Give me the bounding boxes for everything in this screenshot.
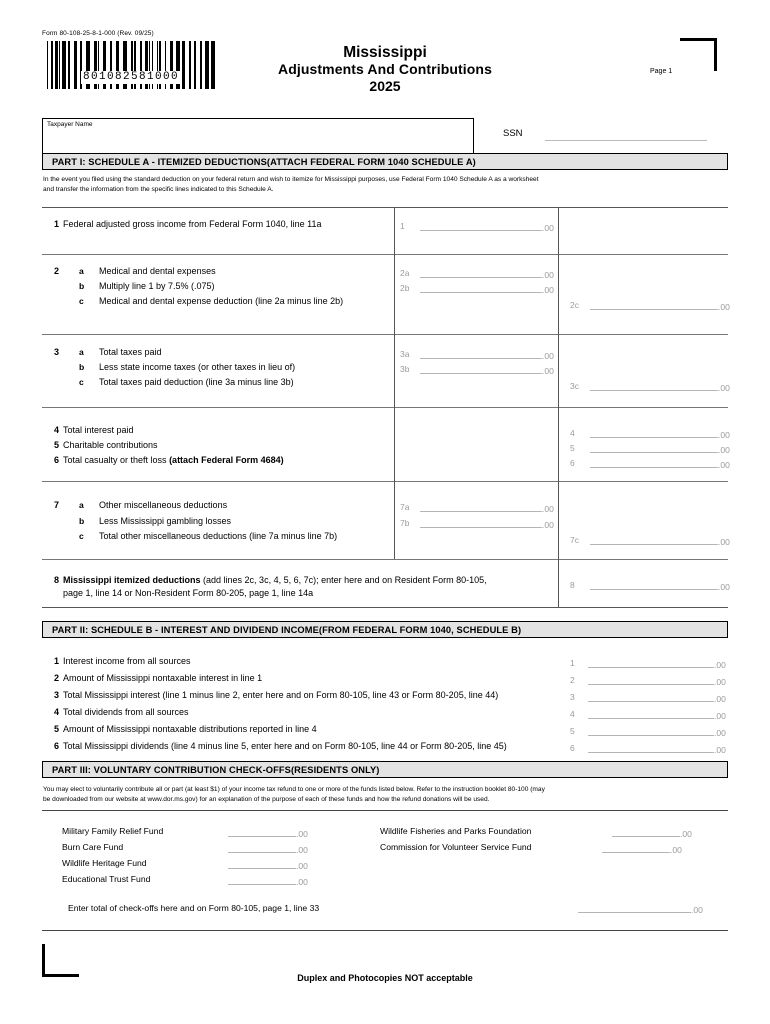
part1-instructions-line1: In the event you filed using the standard deduction on your federal return and wish to itemize for Mississippi purposes, use Federal Form 1040 Schedule A as a worksheet xyxy=(43,176,539,183)
amount-input-line[interactable] xyxy=(588,684,714,685)
part2-line-5-number: 5 xyxy=(54,724,60,734)
amount-input-line[interactable] xyxy=(590,390,718,391)
amount-field-1[interactable] xyxy=(570,658,726,670)
line-letter-a: a xyxy=(79,500,84,510)
part2-line-3-number: 3 xyxy=(54,690,60,700)
line-6-number: 6 xyxy=(54,455,60,465)
amount-input-line[interactable] xyxy=(602,852,670,853)
amount-input-line[interactable] xyxy=(588,718,714,719)
line-text: Multiply line 1 by 7.5% (.075) xyxy=(99,281,215,291)
amount-input-line[interactable] xyxy=(420,527,542,528)
barcode xyxy=(47,41,215,89)
part1-instructions-line2: and transfer the information from the specific lines indicated to this Schedule A. xyxy=(43,186,274,193)
cents-suffix: .00 xyxy=(714,694,726,704)
amount-field-6[interactable] xyxy=(570,458,730,470)
cents-suffix: .00 xyxy=(718,582,730,592)
amount-field-2c[interactable] xyxy=(570,300,730,312)
part2-line-text: Amount of Mississippi nontaxable interest in line 1 xyxy=(63,673,263,683)
fund-name: Wildlife Heritage Fund xyxy=(62,858,147,868)
line-6-attachment-note: (attach Federal Form 4684) xyxy=(169,455,284,465)
amount-field-number: 8 xyxy=(570,580,575,590)
part3-instructions-line2: be downloaded from our website at www.dor.ms.gov) for an explanation of the purpose of each of these funds and how the refund donations will be used. xyxy=(43,796,490,803)
line-letter-a: a xyxy=(79,347,84,357)
amount-field-6[interactable] xyxy=(570,743,726,755)
line-text: Total interest paid xyxy=(63,425,134,435)
ssn-input[interactable] xyxy=(545,140,707,141)
amount-field-4[interactable] xyxy=(570,709,726,721)
amount-field-2a[interactable] xyxy=(400,268,554,280)
cents-suffix: .00 xyxy=(718,460,730,470)
cents-suffix: .00 xyxy=(718,445,730,455)
line-8-text: Mississippi itemized deductions (add lines 2c, 3c, 4, 5, 6, 7c); enter here and on Resident Form 80-105, xyxy=(63,575,487,585)
amount-field-number: 5 xyxy=(570,443,575,453)
line-letter-b: b xyxy=(79,362,85,372)
cents-suffix: .00 xyxy=(542,504,554,514)
line-8-number: 8 xyxy=(54,575,60,585)
amount-input-line[interactable] xyxy=(420,358,542,359)
amount-field-5[interactable] xyxy=(570,443,730,455)
cents-suffix: .00 xyxy=(718,383,730,393)
amount-field-number: 2a xyxy=(400,268,410,278)
part2-line-4-number: 4 xyxy=(54,707,60,717)
amount-field-4[interactable] xyxy=(570,428,730,440)
barcode-number: 801082581000 xyxy=(83,71,180,83)
cents-suffix: .00 xyxy=(542,285,554,295)
amount-input-line[interactable] xyxy=(612,836,680,837)
amount-input-line[interactable] xyxy=(588,701,714,702)
fund-name: Wildlife Fisheries and Parks Foundation xyxy=(380,826,532,836)
amount-field-[interactable] xyxy=(612,827,702,838)
part3-header xyxy=(42,761,728,778)
line-text: Total casualty or theft loss (attach Federal Form 4684) xyxy=(63,455,284,465)
amount-field-7a[interactable] xyxy=(400,502,554,514)
amount-field-number: 6 xyxy=(570,743,575,753)
checkoff-total-field[interactable]: .00 xyxy=(578,903,713,914)
part2-line-text: Total Mississippi interest (line 1 minus line 2, enter here and on Form 80-105, line 43 or Form 80-205, line 44) xyxy=(63,690,499,700)
amount-field-number: 7a xyxy=(400,502,410,512)
amount-field-number: 3 xyxy=(570,692,575,702)
part3-header-sub: (RESIDENTS ONLY) xyxy=(290,764,380,775)
line-text: Less Mississippi gambling losses xyxy=(99,516,232,526)
amount-field-number: 6 xyxy=(570,458,575,468)
page-title: Adjustments And Contributions xyxy=(278,61,492,77)
amount-input-line[interactable] xyxy=(420,373,542,374)
part2-line-text: Amount of Mississippi nontaxable distributions reported in line 4 xyxy=(63,724,317,734)
part2-line-1-number: 1 xyxy=(54,656,60,666)
cents-suffix: .00 xyxy=(542,351,554,361)
amount-field-3[interactable] xyxy=(570,692,726,704)
cents-suffix: .00 xyxy=(542,366,554,376)
part1-header-sub: (ATTACH FEDERAL FORM 1040 SCHEDULE A) xyxy=(266,156,476,167)
amount-input-line[interactable] xyxy=(420,511,542,512)
amount-field-number: 7c xyxy=(570,535,579,545)
amount-field-[interactable] xyxy=(228,875,318,886)
amount-field-7b[interactable] xyxy=(400,518,554,530)
line-7-number: 7 xyxy=(54,500,60,510)
page-number: Page 1 xyxy=(650,68,673,75)
line-text: Less state income taxes (or other taxes in lieu of) xyxy=(99,362,296,372)
cents-suffix: .00 xyxy=(296,877,308,887)
line-text: Total taxes paid xyxy=(99,347,162,357)
amount-input-line[interactable] xyxy=(590,437,718,438)
cents-suffix: .00 xyxy=(718,430,730,440)
ssn-label: SSN xyxy=(503,128,523,139)
line-text: Charitable contributions xyxy=(63,440,158,450)
amount-input-line[interactable] xyxy=(420,292,542,293)
amount-field-[interactable] xyxy=(602,843,692,854)
taxpayer-name-label: Taxpayer Name xyxy=(47,121,93,128)
amount-field-5[interactable] xyxy=(570,726,726,738)
amount-input-line[interactable] xyxy=(420,230,542,231)
part1-header-text: PART I: SCHEDULE A - ITEMIZED DEDUCTIONS xyxy=(52,156,267,167)
fund-name: Military Family Relief Fund xyxy=(62,826,164,836)
cents-suffix: .00 xyxy=(542,270,554,280)
tax-year: 2025 xyxy=(369,78,401,94)
line-text: Medical and dental expenses xyxy=(99,266,216,276)
state-name: Mississippi xyxy=(343,44,427,61)
line-text: Total other miscellaneous deductions (line 7a minus line 7b) xyxy=(99,531,338,541)
amount-field-number: 3b xyxy=(400,364,410,374)
amount-field-number: 4 xyxy=(570,709,575,719)
line-8-text-line2: page 1, line 14 or Non-Resident Form 80-205, page 1, line 14a xyxy=(63,588,314,598)
amount-field-3a[interactable] xyxy=(400,349,554,361)
amount-input-line[interactable] xyxy=(590,309,718,310)
amount-input-line[interactable] xyxy=(588,735,714,736)
part2-header-text: PART II: SCHEDULE B - INTEREST AND DIVIDEND INCOME xyxy=(52,624,319,635)
line-2-number: 2 xyxy=(54,266,60,276)
amount-field-number: 1 xyxy=(400,221,405,231)
form-title-block xyxy=(200,44,570,95)
cents-suffix: .00 xyxy=(296,845,308,855)
footer-note: Duplex and Photocopies NOT acceptable xyxy=(297,973,473,983)
cents-suffix: .00 xyxy=(714,677,726,687)
amount-field-8[interactable] xyxy=(570,580,730,592)
fund-name: Burn Care Fund xyxy=(62,842,124,852)
part2-header xyxy=(42,621,728,638)
amount-field-number: 4 xyxy=(570,428,575,438)
line-letter-b: b xyxy=(79,281,85,291)
amount-field-[interactable] xyxy=(228,827,318,838)
amount-field-2b[interactable] xyxy=(400,283,554,295)
cents-suffix: .00 xyxy=(542,520,554,530)
amount-field-number: 3c xyxy=(570,381,579,391)
part2-line-text: Interest income from all sources xyxy=(63,656,191,666)
amount-input-line[interactable] xyxy=(228,836,296,837)
amount-input-line[interactable] xyxy=(588,667,714,668)
checkoff-total-label: Enter total of check-offs here and on Form 80-105, page 1, line 33 xyxy=(68,903,320,913)
cents-suffix: .00 xyxy=(714,660,726,670)
line-letter-c: c xyxy=(79,531,84,541)
part2-line-text: Total dividends from all sources xyxy=(63,707,189,717)
amount-field-number: 2 xyxy=(570,675,575,685)
amount-field-1[interactable] xyxy=(400,221,554,233)
cents-suffix: .00 xyxy=(542,223,554,233)
amount-field-number: 3a xyxy=(400,349,410,359)
amount-field-[interactable] xyxy=(228,843,318,854)
line-letter-b: b xyxy=(79,516,85,526)
fund-name: Educational Trust Fund xyxy=(62,874,151,884)
amount-input-line[interactable] xyxy=(228,852,296,853)
amount-field-number: 2c xyxy=(570,300,579,310)
amount-field-number: 7b xyxy=(400,518,410,528)
taxpayer-name-field[interactable] xyxy=(42,118,474,156)
amount-input-line[interactable] xyxy=(420,277,542,278)
line-letter-c: c xyxy=(79,296,84,306)
part3-instructions-line1: You may elect to voluntarily contribute all or part (at least $1) of your income tax refund to one or more of the funds listed below. Refer to the instruction booklet 80-100 (may xyxy=(43,786,545,793)
part3-header-text: PART III: VOLUNTARY CONTRIBUTION CHECK-OFFS xyxy=(52,764,291,775)
amount-field-2[interactable] xyxy=(570,675,726,687)
line-5-number: 5 xyxy=(54,440,60,450)
part2-line-2-number: 2 xyxy=(54,673,60,683)
line-4-number: 4 xyxy=(54,425,60,435)
amount-field-[interactable] xyxy=(228,859,318,870)
part2-line-6-number: 6 xyxy=(54,741,60,751)
line-1-number: 1 xyxy=(54,219,60,229)
registration-mark-top-right xyxy=(680,38,717,71)
cents-suffix: .00 xyxy=(296,861,308,871)
part2-header-sub: (FROM FEDERAL FORM 1040, SCHEDULE B) xyxy=(318,624,522,635)
fund-name: Commission for Volunteer Service Fund xyxy=(380,842,532,852)
form-number: Form 80-108-25-8-1-000 (Rev. 09/25) xyxy=(42,30,154,37)
amount-input-line[interactable] xyxy=(228,884,296,885)
cents-suffix: .00 xyxy=(714,728,726,738)
amount-field-3b[interactable] xyxy=(400,364,554,376)
part2-line-text: Total Mississippi dividends (line 4 minus line 5, enter here and on Form 80-105, line 44 or Form 80-205, line 45) xyxy=(63,741,507,751)
cents-suffix: .00 xyxy=(714,745,726,755)
cents-suffix: .00 xyxy=(296,829,308,839)
line-text: Other miscellaneous deductions xyxy=(99,500,228,510)
cents-suffix: .00 xyxy=(680,829,692,839)
amount-field-7c[interactable] xyxy=(570,535,730,547)
amount-input-line[interactable] xyxy=(590,467,718,468)
line-text: Federal adjusted gross income from Federal Form 1040, line 11a xyxy=(63,219,322,229)
part1-header xyxy=(42,153,728,170)
amount-input-line[interactable] xyxy=(228,868,296,869)
amount-input-line[interactable] xyxy=(590,544,718,545)
amount-field-3c[interactable] xyxy=(570,381,730,393)
line-letter-a: a xyxy=(79,266,84,276)
amount-input-line[interactable] xyxy=(588,752,714,753)
amount-field-number: 5 xyxy=(570,726,575,736)
line-text: Total taxes paid deduction (line 3a minus line 3b) xyxy=(99,377,294,387)
amount-input-line[interactable] xyxy=(590,452,718,453)
amount-input-line[interactable] xyxy=(590,589,718,590)
line-text: Medical and dental expense deduction (line 2a minus line 2b) xyxy=(99,296,344,306)
cents-suffix: .00 xyxy=(670,845,682,855)
line-3-number: 3 xyxy=(54,347,60,357)
cents-suffix: .00 xyxy=(718,302,730,312)
line-letter-c: c xyxy=(79,377,84,387)
cents-suffix: .00 xyxy=(714,711,726,721)
amount-field-number: 1 xyxy=(570,658,575,668)
amount-field-number: 2b xyxy=(400,283,410,293)
cents-suffix: .00 xyxy=(718,537,730,547)
